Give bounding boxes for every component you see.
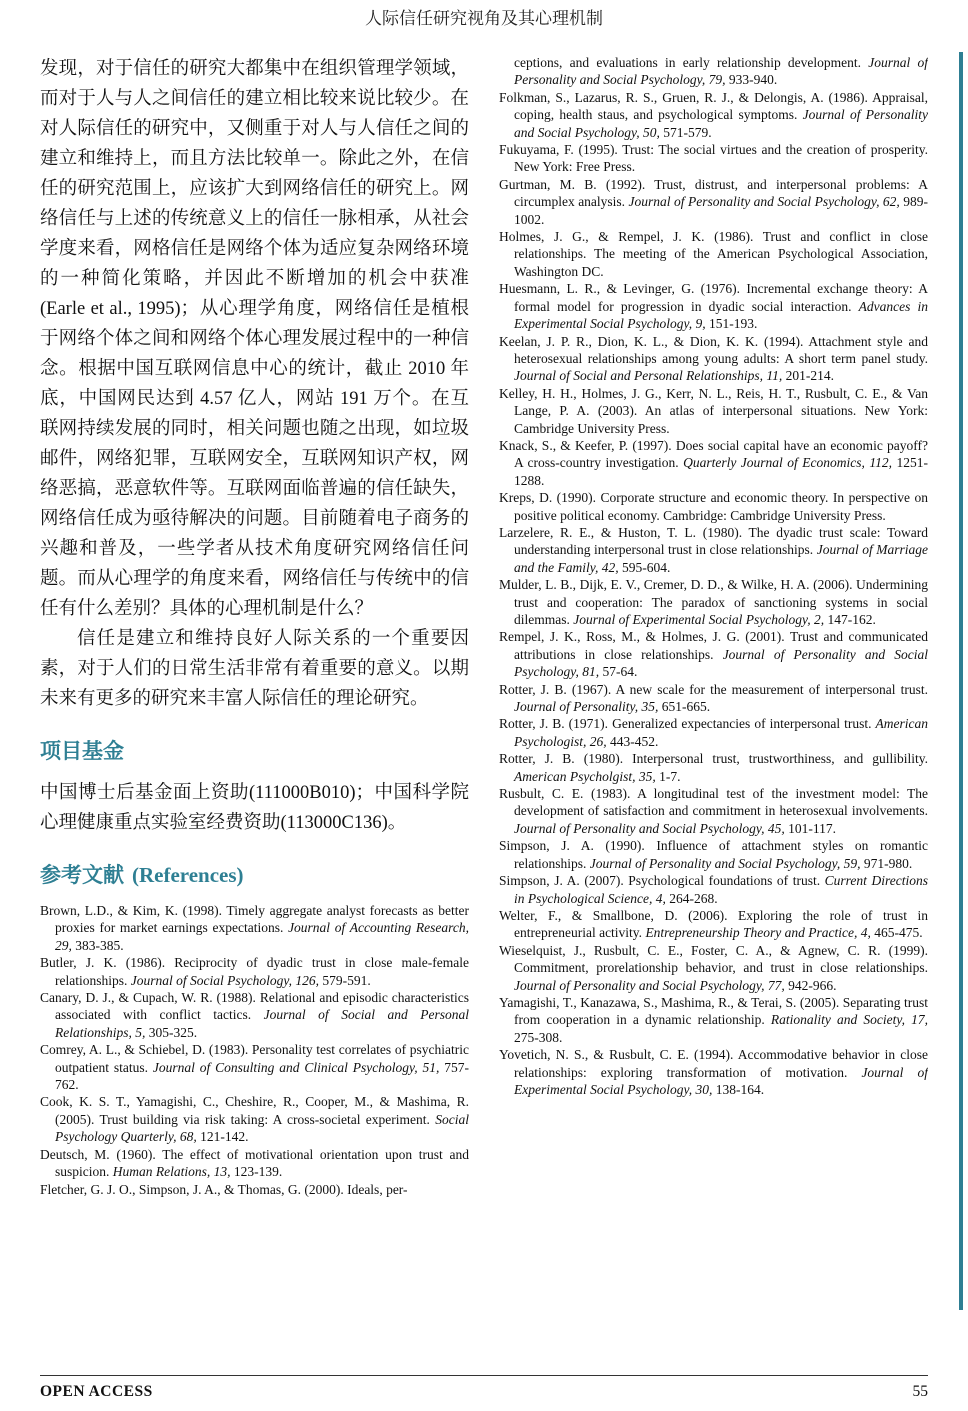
reference-entry: Rotter, J. B. (1967). A new scale for the measurement of interpersonal trust. Journal of Personality, 35, 651-665. <box>499 681 928 715</box>
reference-entry: Yamagishi, T., Kanazawa, S., Mashima, R., & Terai, S. (2005). Separating trust from cooperation in a dynamic relationship. Rationality and Society, 17, 275-308. <box>499 994 928 1045</box>
body-paragraph: 信任是建立和维持良好人际关系的一个重要因素，对于人们的日常生活非常有着重要的意义。以期未来有更多的研究来丰富人际信任的理论研究。 <box>40 629 469 709</box>
left-column <box>40 54 469 1354</box>
reference-entry: Canary, D. J., & Cupach, W. R. (1988). Relational and episodic characteristics associated with conflict tactics. Journal of Social and Personal Relationships, 5, 305-325. <box>40 990 469 1040</box>
reference-entry: Butler, J. K. (1986). Reciprocity of dyadic trust in close male-female relationships. Journal of Social Psychology, 126, 579-591. <box>40 955 469 988</box>
right-column <box>499 54 928 1354</box>
funding-heading: 项目基金 <box>40 739 124 763</box>
open-access-label: OPEN ACCESS <box>40 1383 153 1400</box>
references-heading-en: (References) <box>132 863 244 887</box>
reference-entry: Simpson, J. A. (2007). Psychological foundations of trust. Current Directions in Psychological Science, 4, 264-268. <box>499 873 928 906</box>
reference-entry: Simpson, J. A. (1990). Influence of attachment styles on romantic relationships. Journal of Personality and Social Psychology, 59, 971-980. <box>499 838 928 871</box>
page-footer <box>40 1375 928 1401</box>
reference-entry: Holmes, J. G., & Rempel, J. K. (1986). Trust and conflict in close relationships. The meeting of the American Psychological Association, Washington DC. <box>499 229 928 279</box>
references-heading-zh: 参考文献 <box>40 863 124 887</box>
page-title: 人际信任研究视角及其心理机制 <box>365 9 603 28</box>
body-paragraph: 发现，对于信任的研究大都集中在组织管理学领域，而对于人与人之间信任的建立相比较来说比较少。在对人际信任的研究中，又侧重于对人与人信任之间的建立和维持上，而且方法比较单一。除此之外，在信任的研究范围上，应该扩大到网络信任的研究上。网络信任与上述的传统意义上的信任一脉相承，从社会学度来看，网格信任是网络个体为适应复杂网络环境的一种简化策略，并因此不断增加的机会中获准(Earle et al., 1995)；从心理学角度，网络信任是植根于网络个体之间和网络个体心理发展过程中的一种信念。根据中国互联网信息中心的统计，截止 2010 年底，中国网民达到 4.57 亿人，网站 191 万个。在互联网持续发展的同时，相关问题也随之出现，如垃圾邮件，网络犯罪，互联网安全，互联网知识产权，网络恶搞，恶意软件等。互联网面临普遍的信任缺失，网络信任成为亟待解决的问题。目前随着电子商务的兴趣和普及，一些学者从技术角度研究网络信任问题。而从心理学的角度来看，网络信任与传统中的信任有什么差别？具体的心理机制是什么？ <box>40 59 469 619</box>
reference-entry: Rotter, J. B. (1980). Interpersonal trust, trustworthiness, and gullibility. American Psycholgist, 35, 1-7. <box>499 751 928 784</box>
reference-entry: Rempel, J. K., Ross, M., & Holmes, J. G. (2001). Trust and communicated attributions in close relationships. Journal of Personality and Social Psychology, 81, 57-64. <box>499 629 928 680</box>
reference-entry: Welter, F., & Smallbone, D. (2006). Exploring the role of trust in entrepreneurial activity. Entrepreneurship Theory and Practice, 4, 465-475. <box>499 907 928 941</box>
accent-side-bar <box>959 52 963 1310</box>
reference-entry: Mulder, L. B., Dijk, E. V., Cremer, D. D., & Wilke, H. A. (2006). Undermining trust and cooperation: The paradox of sanctioning systems in social dilemmas. Journal of Experimental Social Psychology, 2, 147-162. <box>499 577 928 627</box>
reference-entry: Brown, L.D., & Kim, K. (1998). Timely aggregate analyst forecasts as better proxies for market earnings expectations. Journal of Accounting Research, 29, 383-385. <box>40 903 470 953</box>
page-number: 55 <box>912 1383 928 1400</box>
reference-entry: Fletcher, G. J. O., Simpson, J. A., & Thomas, G. (2000). Ideals, per- <box>40 1181 408 1197</box>
reference-entry: Keelan, J. P. R., Dion, K. L., & Dion, K. K. (1994). Attachment style and heterosexual relationships among young adults: A short term panel study. Journal of Social and Personal Relationships, 11, 201-214. <box>499 333 928 384</box>
reference-entry: Rotter, J. B. (1971). Generalized expectancies of interpersonal trust. American Psychologist, 26, 443-452. <box>499 716 928 749</box>
reference-entry: Knack, S., & Keefer, P. (1997). Does social capital have an economic payoff? A cross-country investigation. Quarterly Journal of Economics, 112, 1251-1288. <box>499 437 928 488</box>
reference-entry: ceptions, and evaluations in early relationship development. Journal of Personality and Social Psychology, 79, 933-940. <box>514 55 928 88</box>
reference-entry: Folkman, S., Lazarus, R. S., Gruen, R. J., & Delongis, A. (1986). Appraisal, coping, health staus, and psychological symptoms. Journal of Personality and Social Psychology, 50, 571-579. <box>499 89 928 140</box>
reference-list-left <box>40 902 469 1198</box>
references-heading <box>40 862 469 888</box>
reference-entry: Cook, K. S. T., Yamagishi, C., Cheshire, R., Cooper, M., & Mashima, R. (2005). Trust building via risk taking: A cross-societal experiment. Social Psychology Quarterly, 68, 121-142. <box>40 1094 469 1145</box>
reference-entry: Fukuyama, F. (1995). Trust: The social virtues and the creation of prosperity. New York: Free Press. <box>499 142 928 175</box>
funding-text: 中国博士后基金面上资助(111000B010)；中国科学院心理健康重点实验室经费资助(113000C136)。 <box>40 783 469 833</box>
reference-entry: Gurtman, M. B. (1992). Trust, distrust, and interpersonal problems: A circumplex analysis. Journal of Personality and Social Psychology, 62, 989-1002. <box>499 176 928 227</box>
reference-entry: Comrey, A. L., & Schiebel, D. (1983). Personality test correlates of psychiatric outpatient status. Journal of Consulting and Clinical Psychology, 51, 757-762. <box>40 1042 469 1093</box>
reference-entry: Yovetich, N. S., & Rusbult, C. E. (1994). Accommodative behavior in close relationships: exploring transformation of motivation. Journal of Experimental Social Psychology, 30, 138-164. <box>499 1047 928 1097</box>
two-column-body <box>40 54 928 1354</box>
reference-entry: Kreps, D. (1990). Corporate structure and economic theory. In perspective on positive political economy. Cambridge: Cambridge University Press. <box>499 490 928 523</box>
reference-entry: Wieselquist, J., Rusbult, C. E., Foster, C. A., & Agnew, C. R. (1999). Commitment, prorelationship behavior, and trust in close relationships. Journal of Personality and Social Psychology, 77, 942-966. <box>499 942 928 993</box>
reference-entry: Deutsch, M. (1960). The effect of motivational orientation upon trust and suspicion. Human Relations, 13, 123-139. <box>40 1146 469 1180</box>
reference-entry: Rusbult, C. E. (1983). A longitudinal test of the investment model: The development of satisfaction and commitment in heterosexual involvements. Journal of Personality and Social Psychology, 45, 101-117. <box>499 786 928 836</box>
reference-entry: Kelley, H. H., Holmes, J. G., Kerr, N. L., Reis, H. T., Rusbult, C. E., & Van Lange, P. A. (2003). An atlas of interpersonal situations. New York: Cambridge University Press. <box>499 385 928 436</box>
reference-list-right <box>499 54 928 1098</box>
reference-entry: Larzelere, R. E., & Huston, T. L. (1980). The dyadic trust scale: Toward understanding interpersonal trust in close relationships. Journal of Marriage and the Family, 42, 595-604. <box>499 524 928 575</box>
reference-entry: Huesmann, L. R., & Levinger, G. (1976). Incremental exchange theory: A formal model for progression in dyadic social interaction. Advances in Experimental Social Psychology, 9, 151-193. <box>499 281 928 332</box>
